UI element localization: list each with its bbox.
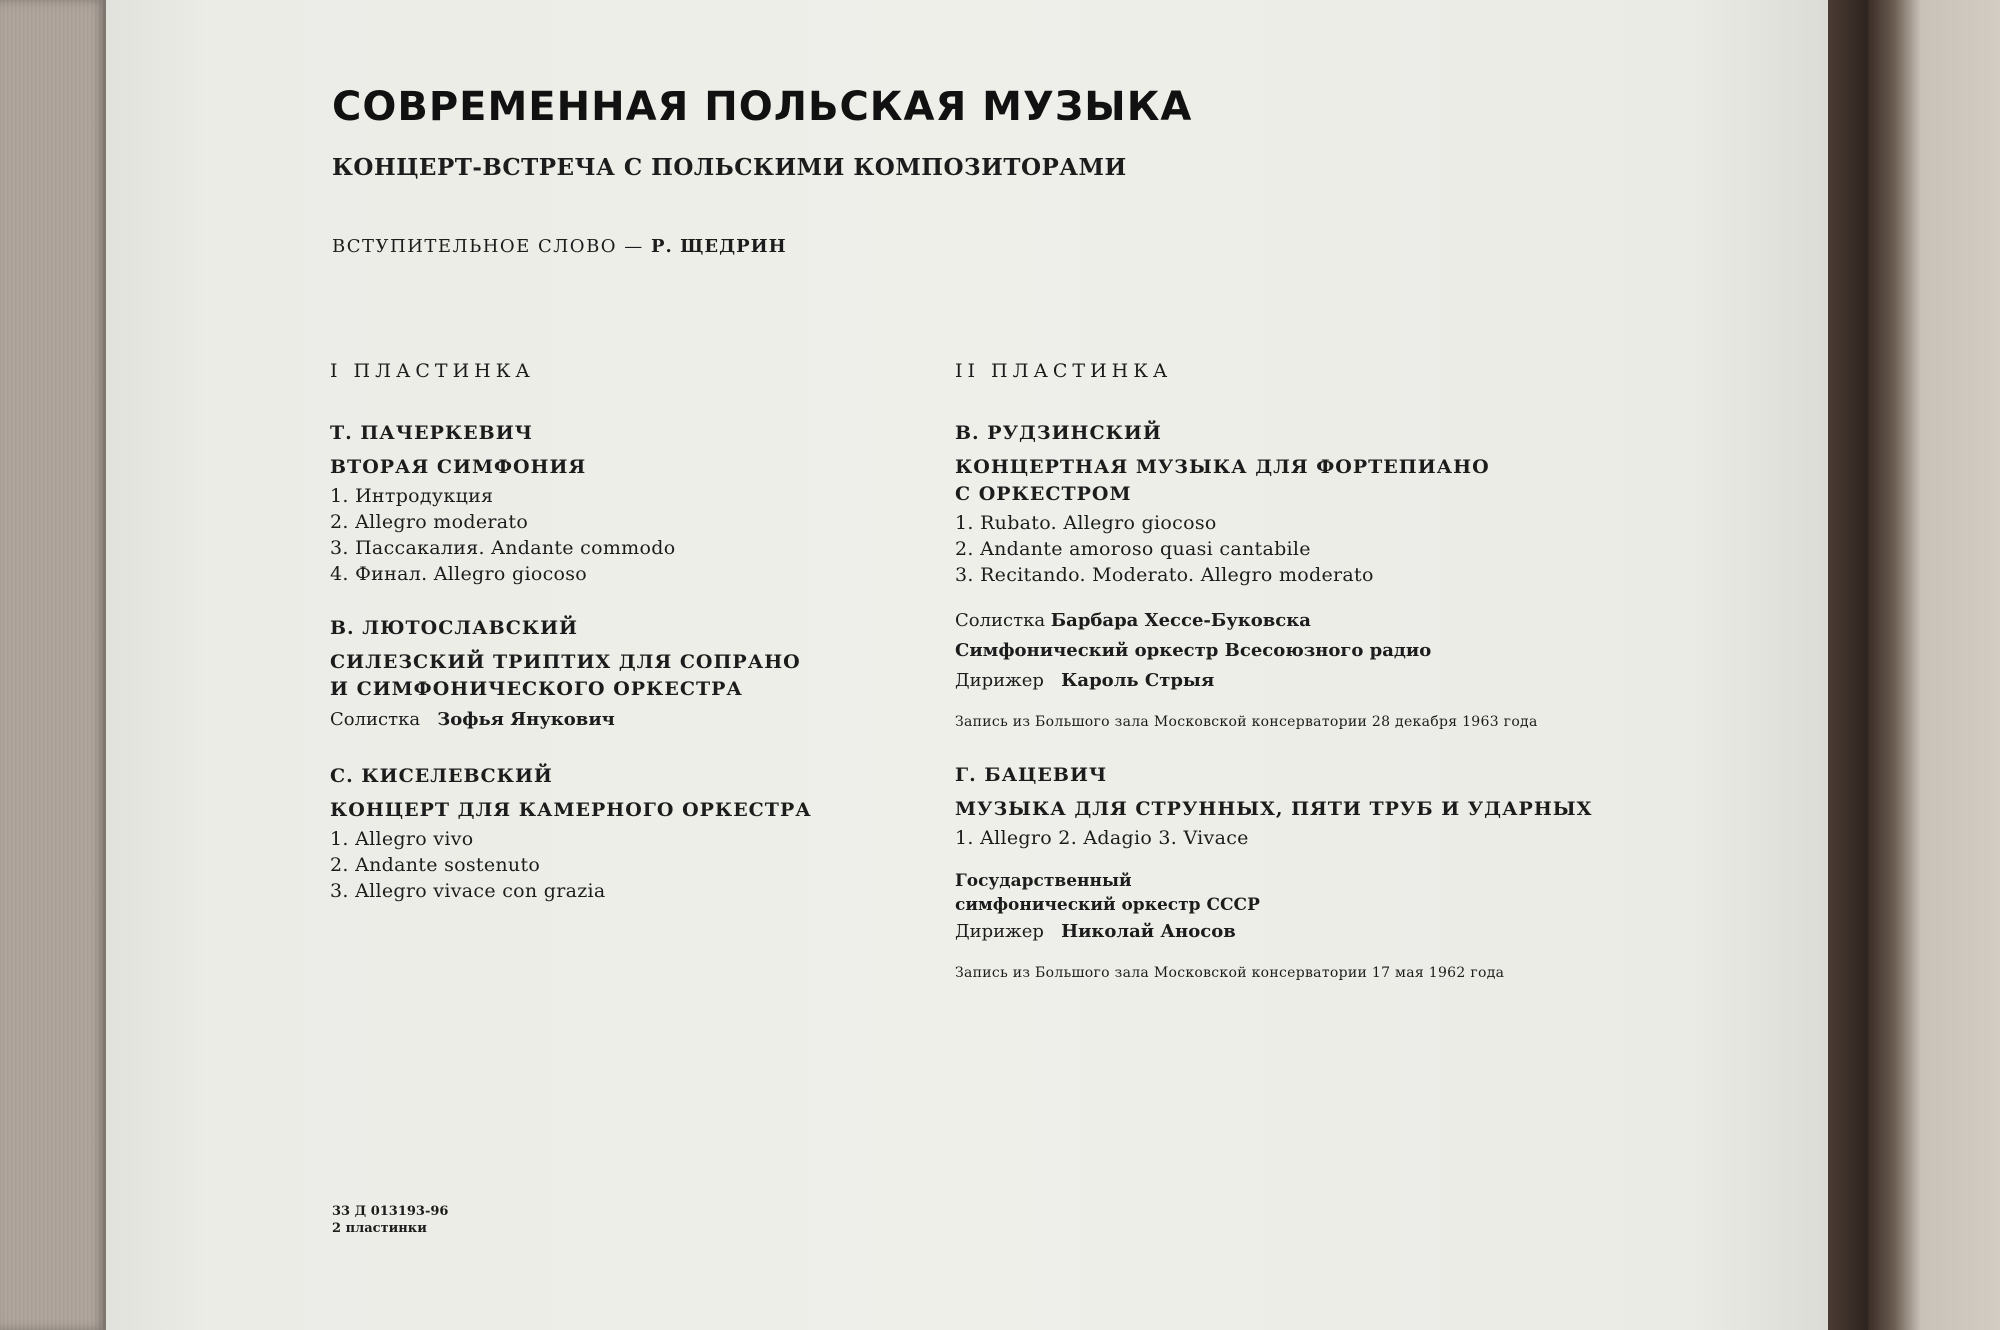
conductor-label: Дирижер	[955, 670, 1044, 691]
recording-note: Запись из Большого зала Московской консерватории 28 декабря 1963 года	[955, 714, 1538, 730]
soloist-line	[330, 705, 930, 735]
composer-name: Т. ПАЧЕРКЕВИЧ	[330, 422, 534, 444]
work-bacewicz	[955, 764, 1655, 981]
piece-title: МУЗЫКА ДЛЯ СТРУННЫХ, ПЯТИ ТРУБ И УДАРНЫХ	[955, 798, 1593, 820]
work-rudzinski	[955, 422, 1655, 730]
orchestra-name-line: симфонический оркестр СССР	[955, 895, 1260, 915]
piece-title: КОНЦЕРТ ДЛЯ КАМЕРНОГО ОРКЕСТРА	[330, 799, 812, 821]
conductor-line	[955, 666, 1655, 696]
disc-1-column	[330, 360, 930, 934]
work-pacherkevich	[330, 422, 930, 587]
movement: 1. Интродукция	[330, 485, 494, 507]
piece-title-line: И СИМФОНИЧЕСКОГО ОРКЕСТРА	[330, 678, 743, 700]
movement: 2. Andante amoroso quasi cantabile	[955, 538, 1311, 560]
movement: 2. Allegro moderato	[330, 511, 529, 533]
intro-line	[332, 236, 787, 257]
work-kiselewski	[330, 765, 930, 904]
book-binding-left	[0, 0, 106, 1330]
intro-label: ВСТУПИТЕЛЬНОЕ СЛОВО —	[332, 236, 644, 257]
orchestra-line	[955, 636, 1655, 666]
intro-name: Р. ЩЕДРИН	[651, 236, 787, 257]
disc-count: 2 пластинки	[332, 1221, 427, 1236]
movements-line: 1. Allegro 2. Adagio 3. Vivace	[955, 827, 1249, 849]
conductor-label: Дирижер	[955, 921, 1044, 942]
orchestra-name-line: Государственный	[955, 871, 1132, 891]
piece-title-line: КОНЦЕРТНАЯ МУЗЫКА ДЛЯ ФОРТЕПИАНО	[955, 456, 1490, 478]
orchestra-name: Симфонический оркестр Всесоюзного радио	[955, 640, 1432, 661]
disc-2-label: II ПЛАСТИНКА	[955, 360, 1173, 382]
movement: 1. Rubato. Allegro giocoso	[955, 512, 1217, 534]
movement: 3. Recitando. Moderato. Allegro moderato	[955, 564, 1374, 586]
catalog-info	[332, 1203, 448, 1237]
piece-title-line: С ОРКЕСТРОМ	[955, 483, 1132, 505]
conductor-line	[955, 917, 1655, 947]
disc-2-column	[955, 360, 1655, 1015]
disc-1-label: I ПЛАСТИНКА	[330, 360, 535, 382]
soloist-name: Барбара Хессе-Буковска	[1050, 610, 1311, 631]
piece-title: ВТОРАЯ СИМФОНИЯ	[330, 456, 587, 478]
composer-name: Г. БАЦЕВИЧ	[955, 764, 1108, 786]
cover-board-right	[1868, 0, 2000, 1330]
movement: 2. Andante sostenuto	[330, 854, 541, 876]
soloist-label: Солистка	[955, 610, 1046, 631]
performers	[955, 606, 1655, 696]
book-binding-right	[1828, 0, 1868, 1330]
piece-title-line: СИЛЕЗСКИЙ ТРИПТИХ ДЛЯ СОПРАНО	[330, 651, 801, 673]
conductor-name: Кароль Стрыя	[1061, 670, 1215, 691]
movement: 3. Allegro vivace con grazia	[330, 880, 606, 902]
page-title: СОВРЕМЕННАЯ ПОЛЬСКАЯ МУЗЫКА	[332, 84, 1193, 130]
work-lutoslawski	[330, 617, 930, 735]
catalog-number: 33 Д 013193-96	[332, 1204, 449, 1219]
soloist-line	[955, 606, 1655, 636]
composer-name: В. ЛЮТОСЛАВСКИЙ	[330, 617, 579, 639]
soloist-name: Зофья Янукович	[437, 709, 615, 730]
soloist-label: Солистка	[330, 709, 421, 730]
movement: 4. Финал. Allegro giocoso	[330, 563, 588, 585]
performers	[955, 869, 1655, 947]
recording-note: Запись из Большого зала Московской консерватории 17 мая 1962 года	[955, 965, 1505, 981]
page-subtitle: КОНЦЕРТ-ВСТРЕЧА С ПОЛЬСКИМИ КОМПОЗИТОРАМИ	[332, 154, 1127, 181]
movement: 3. Пассакалия. Andante commodo	[330, 537, 676, 559]
movement: 1. Allegro vivo	[330, 828, 474, 850]
composer-name: В. РУДЗИНСКИЙ	[955, 422, 1162, 444]
conductor-name: Николай Аносов	[1061, 921, 1236, 942]
composer-name: С. КИСЕЛЕВСКИЙ	[330, 765, 553, 787]
